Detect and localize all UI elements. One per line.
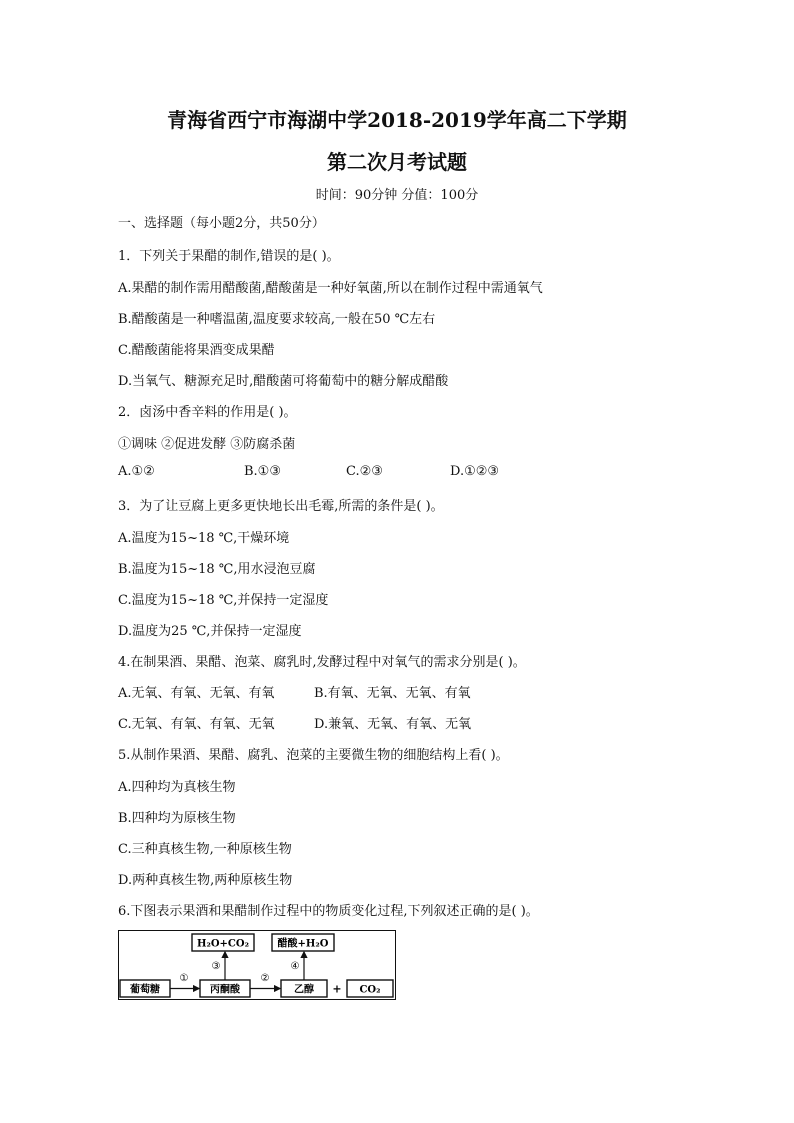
q2-option-b: B.①③ xyxy=(244,464,281,479)
q1-option-c: C.醋酸菌能将果酒变成果醋 xyxy=(118,343,275,358)
q4-option-d: D.兼氧、无氧、有氧、无氧 xyxy=(314,717,472,732)
q5-option-a: A.四种均为真核生物 xyxy=(118,780,236,795)
q2-stem: 2．卤汤中香辛料的作用是( )。 xyxy=(118,405,297,420)
q2-items: ①调味 ②促进发酵 ③防腐杀菌 xyxy=(118,437,296,452)
exam-meta: 时间：90分钟 分值：100分 xyxy=(315,188,479,203)
page-title-line1: 青海省西宁市海湖中学2018-2019学年高二下学期 xyxy=(167,108,627,132)
q6-stem: 6.下图表示果酒和果醋制作过程中的物质变化过程,下列叙述正确的是( )。 xyxy=(118,904,539,919)
q5-option-b: B.四种均为原核生物 xyxy=(118,811,236,826)
q1-option-a: A.果醋的制作需用醋酸菌,醋酸菌是一种好氧菌,所以在制作过程中需通氧气 xyxy=(118,281,543,296)
ethanol-label: 乙醇 xyxy=(294,984,314,996)
q5-option-c: C.三种真核生物,一种原核生物 xyxy=(118,842,292,857)
q3-option-d: D.温度为25 ℃,并保持一定湿度 xyxy=(118,624,302,639)
step1-label: ① xyxy=(179,973,189,984)
fermentation-diagram xyxy=(118,930,396,1000)
q2-option-c: C.②③ xyxy=(346,464,383,479)
q5-stem: 5.从制作果酒、果醋、腐乳、泡菜的主要微生物的细胞结构上看( )。 xyxy=(118,748,509,763)
q1-stem: 1．下列关于果醋的制作,错误的是( )。 xyxy=(118,249,340,264)
q3-option-a: A.温度为15~18 ℃,干燥环境 xyxy=(118,531,290,546)
q2-option-d: D.①②③ xyxy=(450,464,500,479)
q3-option-c: C.温度为15~18 ℃,并保持一定湿度 xyxy=(118,593,329,608)
acetic-h2o-label: 醋酸+H₂O xyxy=(277,938,329,950)
step2-label: ② xyxy=(260,973,270,984)
q3-option-b: B.温度为15~18 ℃,用水浸泡豆腐 xyxy=(118,562,316,577)
q4-stem: 4.在制果酒、果醋、泡菜、腐乳时,发酵过程中对氧气的需求分别是( )。 xyxy=(118,655,526,670)
q4-option-c: C.无氧、有氧、有氧、无氧 xyxy=(118,717,275,732)
pyruvate-label: 丙酮酸 xyxy=(210,984,240,996)
q1-option-b: B.醋酸菌是一种嗜温菌,温度要求较高,一般在50 ℃左右 xyxy=(118,312,436,327)
step3-label: ③ xyxy=(211,961,221,972)
q4-option-b: B.有氧、无氧、无氧、有氧 xyxy=(314,686,471,701)
glucose-label: 葡萄糖 xyxy=(130,984,160,996)
q4-option-a: A.无氧、有氧、无氧、有氧 xyxy=(118,686,275,701)
section-heading: 一、选择题（每小题2分，共50分） xyxy=(118,216,325,231)
page-title-line2: 第二次月考试题 xyxy=(327,150,467,174)
co2-label: CO₂ xyxy=(359,984,381,996)
step4-label: ④ xyxy=(290,961,300,972)
q2-option-a: A.①② xyxy=(118,464,155,479)
q1-option-d: D.当氧气、糖源充足时,醋酸菌可将葡萄中的糖分解成醋酸 xyxy=(118,374,449,389)
q5-option-d: D.两种真核生物,两种原核生物 xyxy=(118,873,293,888)
q3-stem: 3．为了让豆腐上更多更快地长出毛霉,所需的条件是( )。 xyxy=(118,499,444,514)
plus-sign: + xyxy=(332,982,342,996)
h2o-co2-label: H₂O+CO₂ xyxy=(197,938,249,950)
